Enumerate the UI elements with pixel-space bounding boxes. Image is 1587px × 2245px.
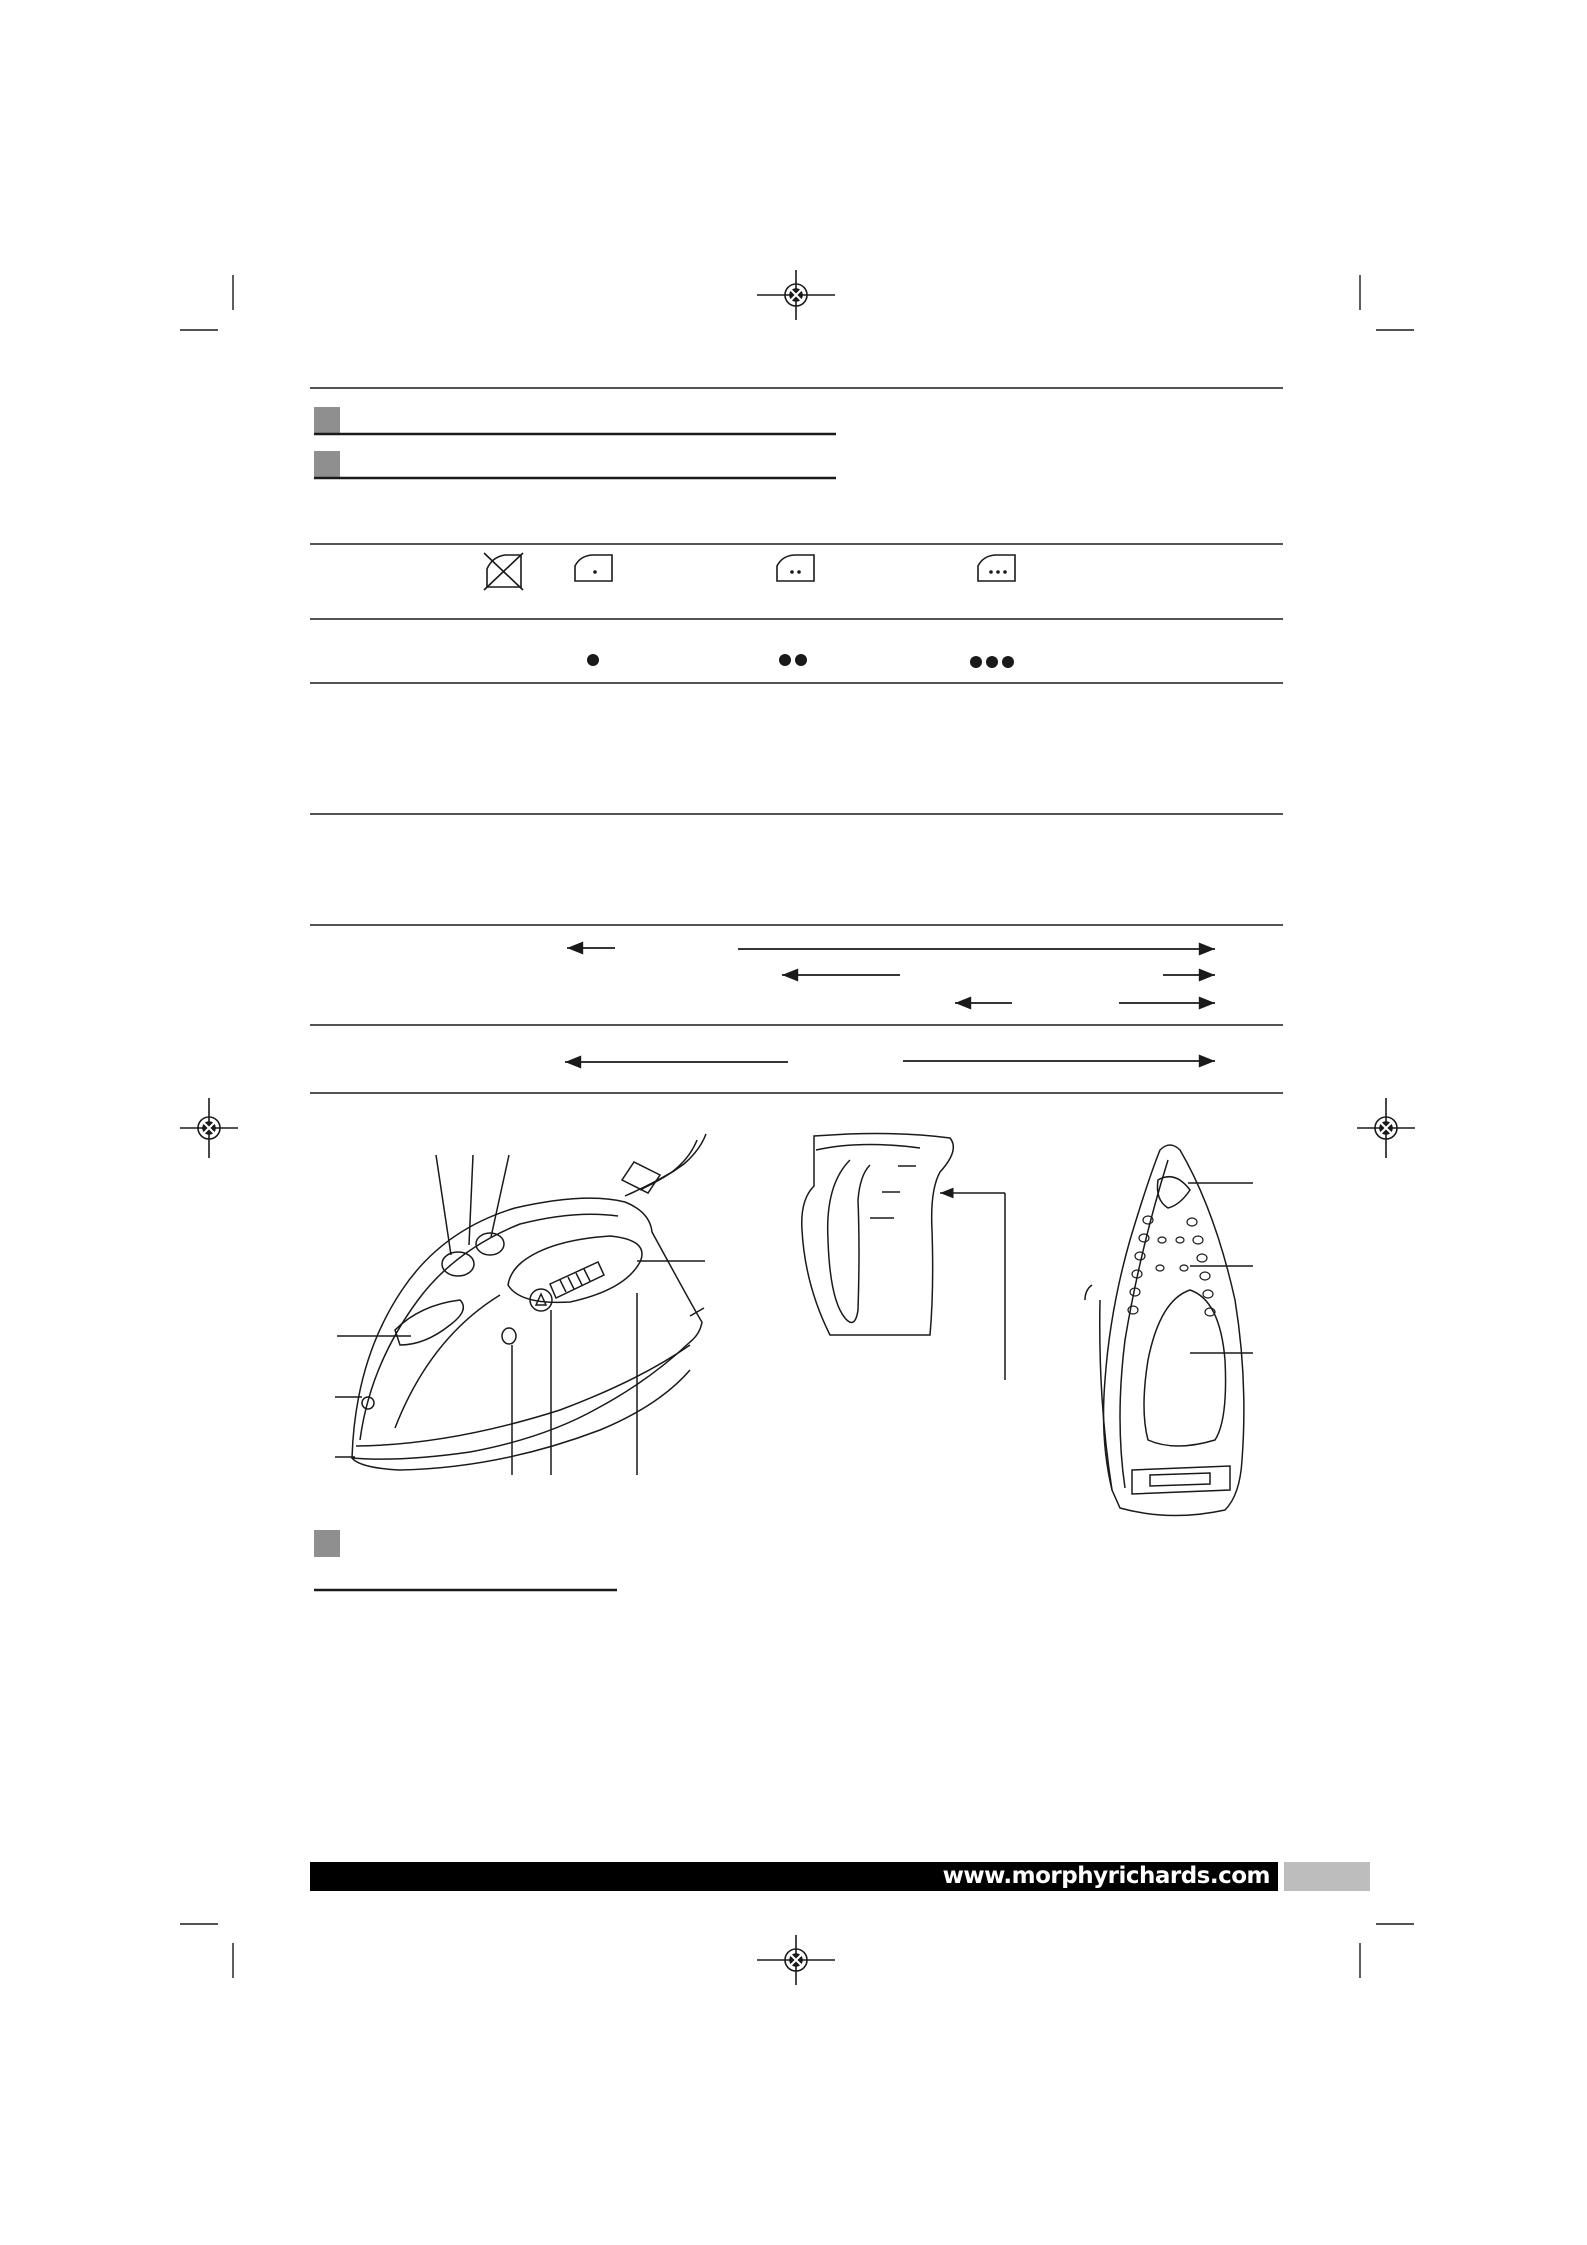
dial-dot-3b: [986, 656, 998, 668]
dial-dots: [587, 654, 1014, 668]
crop-marks: [180, 275, 1414, 1978]
section-header-2: [314, 451, 836, 478]
registration-mark-bottom: [757, 1935, 835, 1985]
iron-two-dots-icon: [777, 555, 814, 581]
iron-one-dot-icon: [575, 555, 612, 581]
water-jug: [802, 1134, 1005, 1381]
iron-side-view: [335, 1134, 706, 1475]
table-rules: [310, 544, 1283, 1093]
dial-dot-2b: [795, 654, 807, 666]
dial-dot-3a: [970, 656, 982, 668]
page-number-tab: [1284, 1862, 1370, 1891]
section-header-1: [314, 407, 836, 434]
footer-url[interactable]: www.morphyrichards.com: [942, 1863, 1270, 1889]
registration-mark-top: [757, 270, 835, 320]
dial-dot-1: [587, 654, 599, 666]
range-arrows: [565, 948, 1215, 1062]
dial-dot-3c: [1002, 656, 1014, 668]
iron-soleplate-view: [1085, 1145, 1253, 1516]
no-iron-icon: [484, 553, 523, 590]
section-header-3: [314, 1530, 617, 1590]
registration-mark-right: [1357, 1098, 1415, 1158]
registration-mark-left: [180, 1098, 238, 1158]
iron-three-dots-icon: [978, 555, 1015, 581]
dial-dot-2a: [779, 654, 791, 666]
footer-bar: [310, 1862, 1278, 1891]
